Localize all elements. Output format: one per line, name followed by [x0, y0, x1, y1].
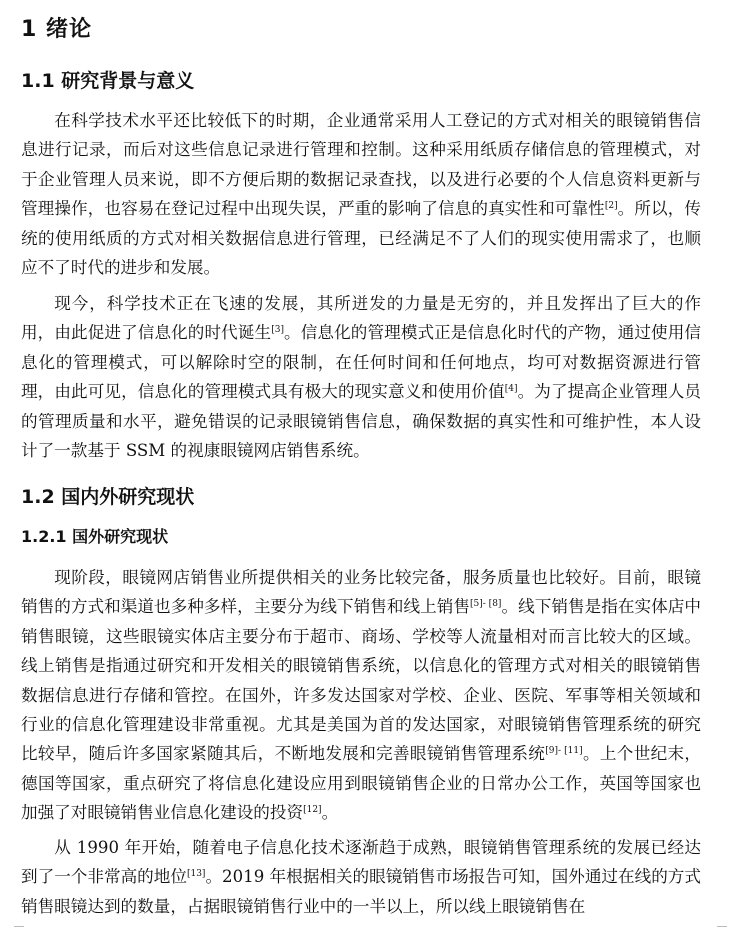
page-corner-mark-right	[717, 926, 727, 937]
page-corner-mark-left	[14, 926, 24, 937]
subsection-heading-foreign: 1.2.1 国外研究现状	[21, 527, 169, 546]
section-heading-status: 1.2 国内外研究现状	[21, 486, 195, 508]
paragraph-text: 。所以，传统的使用纸质的方式对相关数据信息进行管理，已经满足不了人们的现实使用需求了，也顺应不了时代的进步和发展。	[21, 199, 701, 278]
paragraph-text: 现阶段，眼镜网店销售业所提供相关的业务比较完备，服务质量也比较好。目前，眼镜销售的方式和渠道也多种多样，主要分为线下销售和线上销售	[21, 568, 701, 617]
citation: [9]- [11]	[545, 746, 583, 757]
citation: [12]	[303, 805, 322, 816]
paragraph-text: 从 1990 年开始，随着电子信息化技术逐渐趋于成熟，眼镜销售管理系统的发展已经达到了一个非常高的地位	[21, 838, 701, 887]
citation: [4]	[504, 384, 518, 395]
citation: [2]	[604, 201, 618, 212]
citation: [3]	[271, 325, 284, 336]
chapter-title: 1 绪论	[21, 17, 92, 42]
paragraph-text: 。2019 年根据相关的眼镜销售市场报告可知，国外通过在线的方式销售眼镜达到的数量，占据眼镜销售行业中的一半以上，所以线上眼镜销售在	[21, 867, 701, 916]
paragraph-text: 在科学技术水平还比较低下的时期，企业通常采用人工登记的方式对相关的眼镜销售信息进行记录，而后对这些信息记录进行管理和控制。这种采用纸质存储信息的管理模式，对于企业管理人员来说，即不方便后期的数据记录查找，以及进行必要的个人信息资料更新与管理操作，也容易在登记过程中出现失误，严重的影响了信息的真实性和可靠性	[21, 111, 701, 219]
paragraph-background-2	[21, 289, 701, 465]
paragraph-text: 。	[321, 803, 339, 823]
paragraph-foreign-2	[21, 833, 701, 921]
citation: [13]	[186, 869, 206, 880]
paragraph-text: 。为了提高企业管理人员的管理质量和水平，避免错误的记录眼镜销售信息，确保数据的真实性和可维护性，本人设计了一款基于 SSM 的视康眼镜网店销售系统。	[21, 382, 702, 461]
paragraph-background-1	[21, 106, 701, 282]
paragraph-text: 现今，科学技术正在飞速的发展，其所迸发的力量是无穷的，并且发挥出了巨大的作用，由此促进了信息化的时代诞生	[21, 294, 701, 343]
paragraph-text: 。上个世纪末，德国等国家，重点研究了将信息化建设应用到眼镜销售企业的日常办公工作，英国等国家也加强了对眼镜销售业信息化建设的投资	[21, 744, 702, 823]
section-heading-background: 1.1 研究背景与意义	[21, 70, 195, 92]
paragraph-foreign-1	[21, 563, 701, 828]
paragraph-text: 。线下销售是指在实体店中销售眼镜，这些眼镜实体店主要分布于超市、商场、学校等人流量相对而言比较大的区域。线上销售是指通过研究和开发相关的眼镜销售系统，以信息化的管理方式对相关的眼镜销售数据信息进行存储和管控。在国外，许多发达国家对学校、企业、医院、军事等相关领域和行业的信息化管理建设非常重视。尤其是美国为首的发达国家，对眼镜销售管理系统的研究比较早，随后许多国家紧随其后，不断地发展和完善眼镜销售管理系统	[21, 597, 701, 764]
paragraph-text: 。信息化的管理模式正是信息化时代的产物，通过使用信息化的管理模式，可以解除时空的限制，在任何时间和任何地点，均可对数据资源进行管理，由此可见，信息化的管理模式具有极大的现实意义和使用价值	[21, 323, 701, 402]
citation: [5]- [8]	[470, 599, 502, 610]
